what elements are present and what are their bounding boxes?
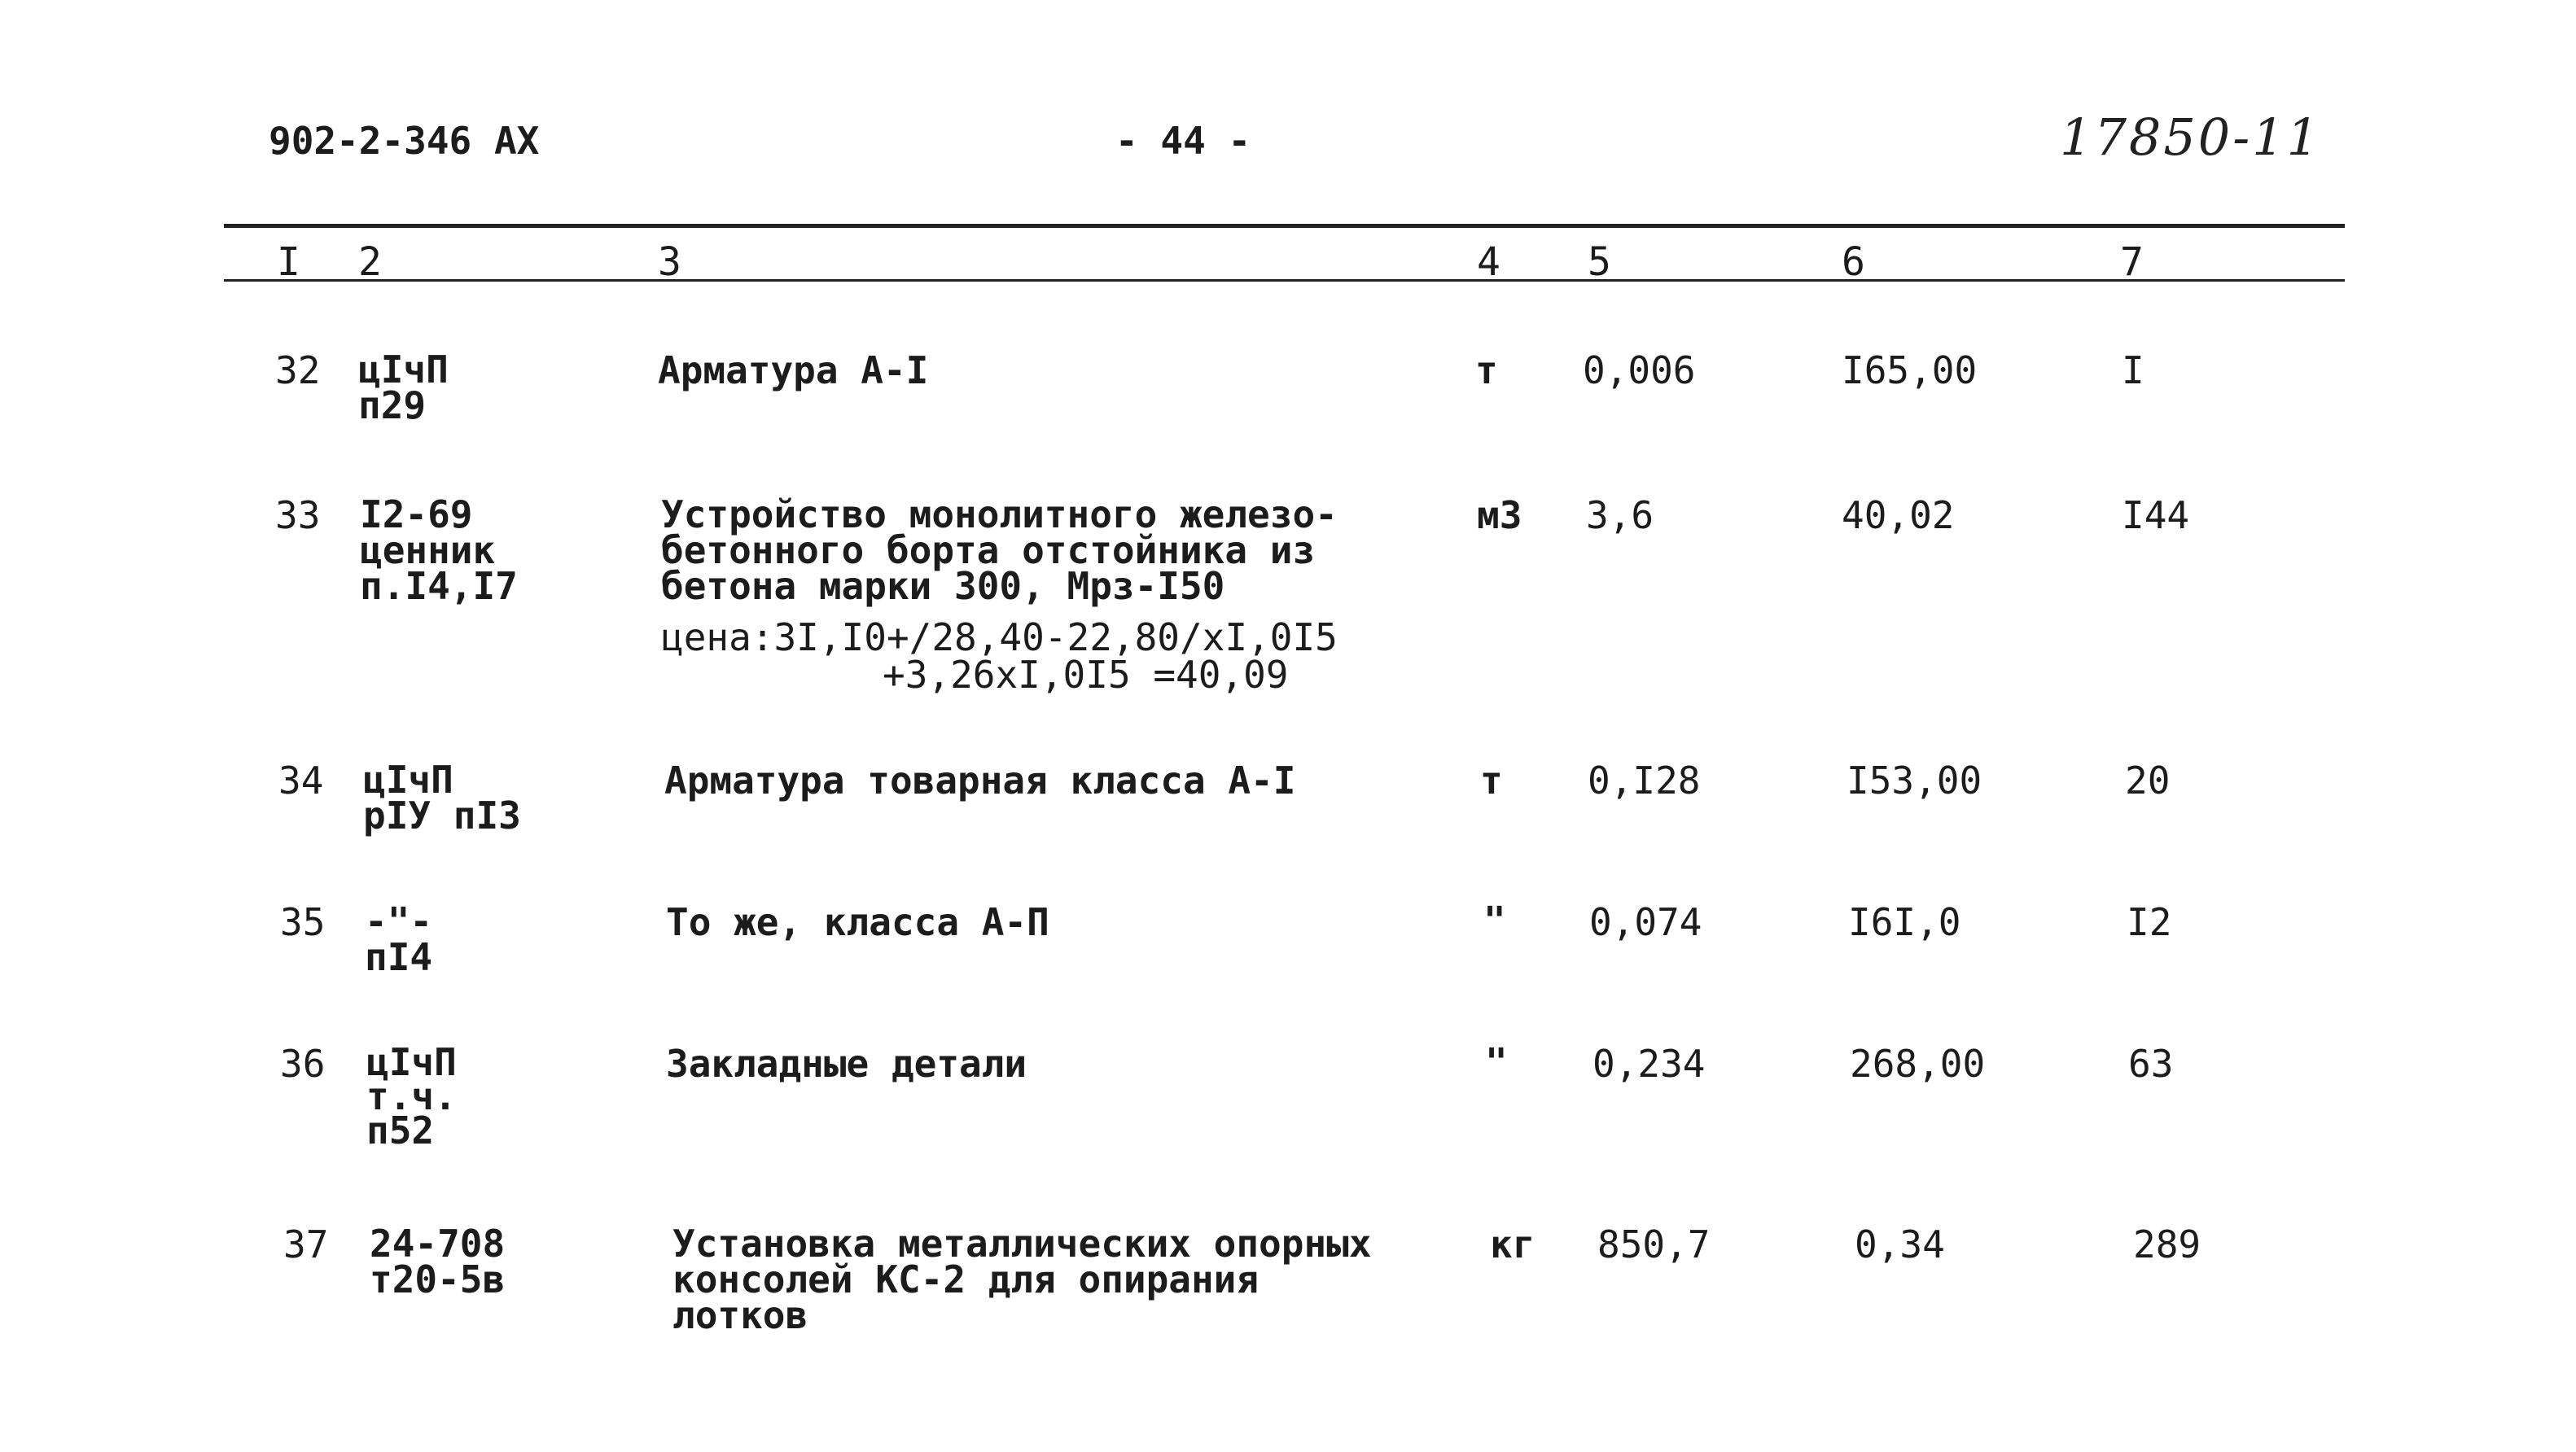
handwritten-sheet-reference: 17850-11 [2060, 107, 2322, 167]
row-number: 33 [275, 493, 321, 537]
price-cell: I65,00 [1842, 348, 1978, 392]
column-number: I [277, 239, 300, 285]
quantity-cell: 0,074 [1589, 900, 1702, 944]
total-cell: I44 [2122, 493, 2190, 537]
unit-cell: т [1475, 348, 1498, 392]
total-cell: I [2122, 348, 2144, 392]
total-cell: 20 [2125, 759, 2171, 803]
code-line: ценник [360, 528, 496, 572]
price-cell: I6I,0 [1848, 900, 1961, 944]
description-cell [664, 759, 1296, 803]
code-cell [365, 899, 433, 979]
row-number: 37 [283, 1222, 329, 1266]
row-number: 34 [278, 759, 324, 803]
quantity-cell: 0,I28 [1588, 759, 1701, 803]
description-line: Арматура товарная класса А-I [664, 759, 1296, 803]
row-number: 32 [275, 348, 321, 392]
description-line: Закладные детали [666, 1042, 1027, 1086]
column-number: 2 [358, 239, 382, 285]
row-number: 36 [280, 1042, 326, 1086]
column-number: 6 [1842, 239, 1865, 285]
price-cell: 268,00 [1850, 1042, 1986, 1086]
code-line: цIчП [363, 758, 453, 802]
description-line: бетона марки 300, Мрз-I50 [661, 564, 1225, 608]
code-line: цIчП [366, 1040, 457, 1084]
column-number: 4 [1477, 239, 1500, 285]
description-line: Установка металлических опорных [672, 1222, 1372, 1266]
price-cell: 0,34 [1855, 1222, 1945, 1266]
description-cell [666, 900, 1049, 944]
column-number: 5 [1588, 239, 1611, 285]
unit-cell: м3 [1477, 493, 1522, 537]
price-cell: I53,00 [1847, 759, 1982, 803]
code-line: п29 [358, 383, 427, 427]
unit-cell: " [1485, 1040, 1508, 1084]
document-code: 902-2-346 АХ [269, 119, 540, 163]
column-number: 7 [2120, 239, 2144, 285]
quantity-cell: 0,234 [1592, 1042, 1706, 1086]
description-cell [661, 492, 1338, 608]
header-bottom-rule [224, 279, 2345, 282]
description-cell [666, 1042, 1027, 1086]
unit-cell: т [1480, 759, 1503, 803]
code-line: -"- [365, 899, 433, 943]
table-top-rule [224, 224, 2345, 228]
price-calculation-note [661, 615, 1338, 697]
code-line: цIчП [358, 348, 449, 391]
description-line: консолей КС-2 для опирания [672, 1257, 1260, 1301]
code-line: т.ч. [366, 1074, 457, 1118]
code-line: 24-708 [370, 1222, 506, 1266]
code-line: п.I4,I7 [360, 564, 518, 608]
unit-cell: кг [1490, 1222, 1536, 1266]
column-number: 3 [658, 239, 681, 285]
code-cell [360, 492, 518, 608]
code-cell [358, 348, 449, 427]
code-line: п52 [366, 1109, 435, 1152]
unit-cell: " [1483, 899, 1506, 942]
code-cell [363, 758, 521, 838]
quantity-cell: 850,7 [1597, 1222, 1711, 1266]
price-cell: 40,02 [1842, 493, 1955, 537]
code-line: пI4 [365, 935, 433, 979]
description-line: лотков [672, 1293, 808, 1337]
note-line: +3,26хI,0I5 =40,09 [883, 653, 1289, 697]
description-cell [672, 1222, 1372, 1337]
code-line: I2-69 [360, 492, 473, 536]
code-line: т20-5в [370, 1257, 506, 1301]
description-line: Арматура А-I [658, 348, 929, 392]
description-cell [658, 348, 929, 392]
total-cell: I2 [2127, 900, 2172, 944]
page-number: - 44 - [1115, 119, 1251, 163]
description-line: бетонного борта отстойника из [661, 528, 1316, 572]
row-number: 35 [280, 900, 326, 944]
total-cell: 63 [2128, 1042, 2174, 1086]
note-line: цена:3I,I0+/28,40-22,80/хI,0I5 [661, 615, 1338, 659]
code-cell [370, 1222, 506, 1301]
description-line: То же, класса А-П [666, 900, 1049, 944]
code-cell [366, 1040, 457, 1152]
code-line: рIУ пI3 [363, 794, 521, 838]
quantity-cell: 3,6 [1586, 493, 1654, 537]
description-line: Устройство монолитного железо- [661, 492, 1338, 536]
total-cell: 289 [2133, 1222, 2201, 1266]
quantity-cell: 0,006 [1583, 348, 1696, 392]
